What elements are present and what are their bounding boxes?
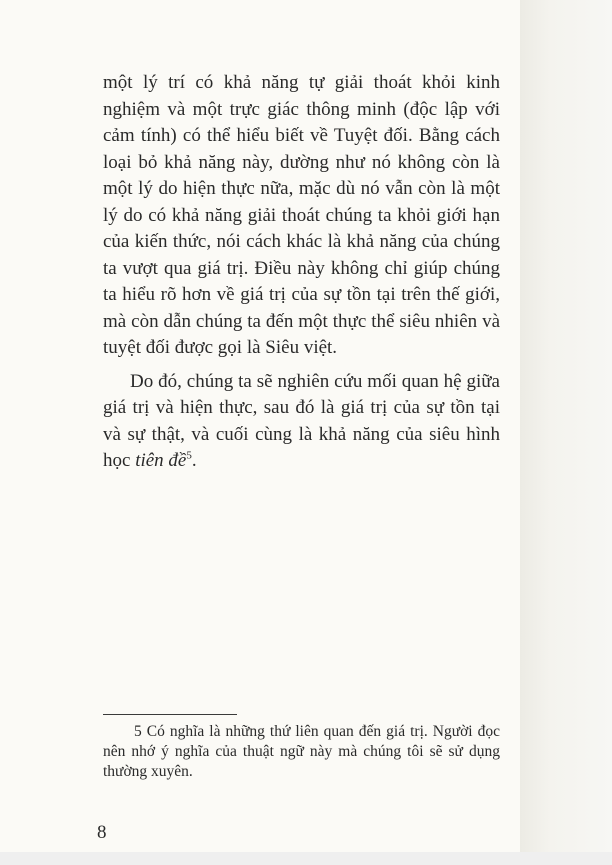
page-edge-shadow	[520, 0, 612, 865]
paragraph-2-text: Do đó, chúng ta sẽ nghiên cứu mối quan hệ giữa giá trị và hiện thực, sau đó là giá trị của sự tồn tại và sự thật, và cuối cùng là khả năng của siêu hình học	[103, 370, 500, 471]
paragraph-1: một lý trí có khả năng tự giải thoát khỏi kinh nghiệm và một trực giác thông minh (độc lập với cảm tính) có thể hiểu biết về Tuyệt đối. Bằng cách loại bỏ khả năng này, dường như nó không còn là một lý do hiện thực nữa, mặc dù nó vẫn còn là một lý do có khả năng giải thoát chúng ta khỏi giới hạn của kiến thức, nói cách khác là khả năng của chúng ta vượt qua giá trị. Điều này không chỉ giúp chúng ta hiểu rõ hơn về giá trị của sự tồn tại trên thế giới, mà còn dẫn chúng ta đến một thực thể siêu nhiên và tuyệt đối được gọi là Siêu việt.	[103, 72, 500, 358]
footnote	[103, 722, 500, 782]
scan-bottom-band	[0, 852, 612, 865]
footnote-divider	[103, 714, 237, 715]
footnote-reference: 5	[186, 449, 192, 462]
footnote-text: 5 Có nghĩa là những thứ liên quan đến giá trị. Người đọc nên nhớ ý nghĩa của thuật ngữ này mà chúng tôi sẽ sử dụng thường xuyên.	[103, 723, 500, 780]
paragraph-2	[103, 369, 500, 475]
page-number: 8	[97, 822, 107, 843]
body-text	[103, 70, 500, 475]
paragraph-2-end: .	[191, 450, 197, 471]
paragraph-2-italic-term: tiên đề	[135, 450, 187, 471]
